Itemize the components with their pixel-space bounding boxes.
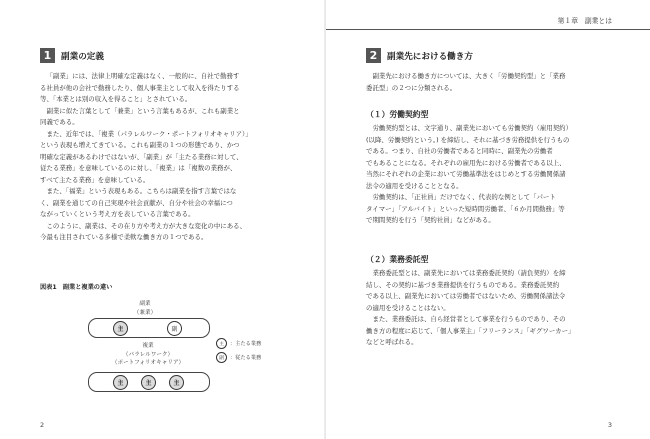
outsourcing-text (366, 268, 575, 349)
legend-main (216, 338, 261, 349)
paragraph: 副業先における働き方については、大きく「労働契約型」と「業務 委託型」の２つに分類される。 (366, 72, 566, 92)
paragraph: このように、副業は、その在り方や考え方が大きな変化の中にある、 今最も注目されている多様で柔軟な働き方の１つである。 (40, 221, 247, 241)
multi-work-box (88, 372, 210, 392)
fukugyo-box (88, 318, 210, 338)
paragraph: 労働契約は、「正社員」だけでなく、代表的な例として「パート タイマー」「アルバイト」といった短時間労働者、「６か月間勤務」等 で期間契約を行う「契約社員」などがある。 (366, 193, 565, 224)
sub-work-legend-icon: 副 (216, 352, 227, 363)
paragraph: また、業務委託は、自ら経営者として事業を行うものであり、その 働き方の程度に応じて、「個人事業主」「フリーランス」「ギグワーカー」 などと呼ばれる。 (366, 315, 575, 346)
left-body-text (40, 71, 252, 244)
running-head (558, 15, 612, 25)
labor-contract-text (366, 123, 572, 227)
sub-work-icon: 副 (167, 321, 182, 336)
figure-label-fukugyo-multi: 複業 （パラレルワーク） （ポートフォリオキャリア） (111, 343, 185, 366)
main-work-icon: 主 (113, 375, 128, 390)
main-work-icon: 主 (141, 375, 156, 390)
legend-sub (216, 352, 261, 363)
paragraph: 副業に似た言葉として「兼業」という言葉もあるが、これも副業と 同義である。 (40, 106, 240, 126)
main-work-icon: 主 (113, 321, 128, 336)
legend-text: ：主たる業務 (230, 341, 262, 347)
running-head-rule (326, 29, 650, 30)
paragraph: また、近年では、「複業（パラレルワーク・ポートフォリオキャリア）」 という表現も増えてきている。これも副業の１つの形態であり、かつ 明確な定義があるわけではないが、「副業」が「主たる業務に対して、 従たる業務」を意味しているのに対し、「複業」は「複数の業務が、 すべて主たる業務」を意味している。 (40, 129, 252, 184)
subsection-title-labor-contract: （１）労働契約型 (366, 110, 429, 119)
section-title: 副業の定義 (61, 51, 104, 62)
subsection-title-outsourcing: （２）業務委託型 (366, 255, 429, 264)
left-page (0, 0, 324, 439)
main-work-icon: 主 (169, 375, 184, 390)
section-title: 副業先における働き方 (387, 51, 473, 62)
paragraph: 業務委託型とは、副業先においては業務委託契約（請負契約）を締 結し、その契約に基づき業務提供を行うものである。業務委託契約 である以上、副業先においては労働者ではないため、労働関係諸法令 の適用を受けることはない。 (366, 269, 566, 312)
chapter-label: 第１章 (557, 17, 579, 25)
paragraph: 労働契約型とは、文字通り、副業先においても労働契約（雇用契約） (以降、労働契約という。) を締結し、それに基づき労務提供を行うもの である。つまり、自社の労働者であると同時に、副業先の労働者 でもあることになる。それぞれの雇用先における労働者である以上、 当然にそれぞれの企業において労働基準法をはじめとする労働関係諸 法令の適用を受けることとなる。 (366, 124, 573, 190)
figure-title: 図表1 副業と複業の違い (40, 284, 113, 291)
section-heading-1 (40, 48, 104, 63)
chapter-title: 副業とは (584, 17, 612, 25)
section-number-badge: 1 (40, 48, 55, 63)
main-work-legend-icon: 主 (216, 338, 227, 349)
figure-label-fukugyo: 副業 （兼業） (133, 301, 157, 316)
paragraph: 「副業」には、法律上明確な定義はなく、一般的に、自社で勤務す る社員が他の会社で勤務したり、個人事業主として収入を得たりする 等、「本業とは別の収入を得ること」とされている。 (40, 72, 240, 103)
page-number: 2 (40, 421, 45, 429)
right-page (326, 0, 650, 439)
right-intro-text (366, 71, 565, 94)
section-number-badge: 2 (366, 48, 381, 63)
page-number: 3 (607, 421, 612, 429)
section-heading-2 (366, 48, 473, 63)
paragraph: また、「福業」という表現もある。こちらは副業を指す言葉ではな く、副業を通じての自己実現や社会貢献が、自分や社会の幸福につ ながっていくという考え方を表している言葉である。 (40, 187, 237, 218)
legend-text: ：従たる業務 (230, 355, 262, 361)
